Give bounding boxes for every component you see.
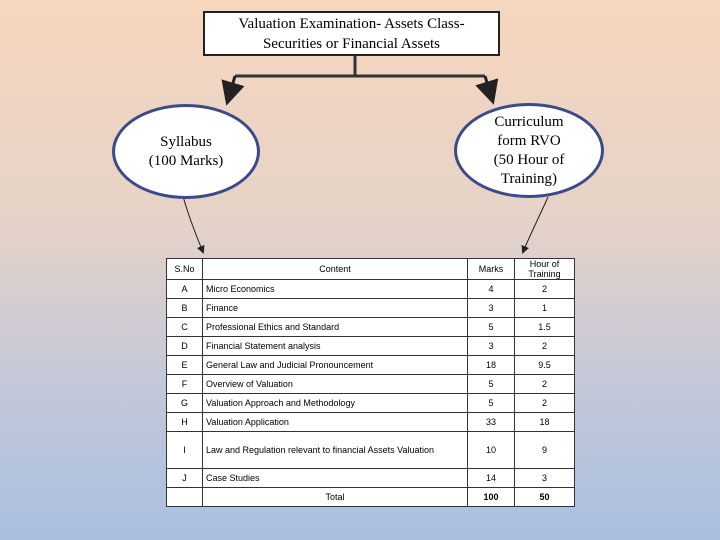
title-box	[203, 11, 500, 56]
row-content: Law and Regulation relevant to financial Assets Valuation	[203, 432, 468, 469]
curriculum-line-2: form RVO	[497, 132, 561, 149]
table-row	[167, 413, 575, 432]
row-content: Valuation Approach and Methodology	[203, 394, 468, 413]
total-marks: 100	[468, 488, 515, 507]
row-sno: E	[167, 356, 203, 375]
header-content: Content	[203, 259, 468, 280]
syllabus-to-table-arrow	[183, 196, 203, 252]
row-sno: A	[167, 280, 203, 299]
title-to-nodes-connector	[228, 56, 492, 100]
syllabus-marks: (100 Marks)	[148, 152, 224, 169]
row-content: Case Studies	[203, 469, 468, 488]
row-marks: 14	[468, 469, 515, 488]
row-hours: 9.5	[515, 356, 575, 375]
row-hours: 9	[515, 432, 575, 469]
curriculum-line-4: Training)	[500, 170, 558, 187]
row-hours: 2	[515, 280, 575, 299]
row-content: Financial Statement analysis	[203, 337, 468, 356]
row-sno: B	[167, 299, 203, 318]
header-hours: Hour of Training	[515, 259, 575, 280]
row-sno: I	[167, 432, 203, 469]
row-content: Finance	[203, 299, 468, 318]
table-row	[167, 375, 575, 394]
table-row	[167, 356, 575, 375]
table-row	[167, 469, 575, 488]
row-content: Professional Ethics and Standard	[203, 318, 468, 337]
row-sno: D	[167, 337, 203, 356]
table-row	[167, 337, 575, 356]
row-sno: G	[167, 394, 203, 413]
row-content: Micro Economics	[203, 280, 468, 299]
row-hours: 2	[515, 337, 575, 356]
row-sno: F	[167, 375, 203, 394]
table-row	[167, 299, 575, 318]
row-sno: J	[167, 469, 203, 488]
row-marks: 5	[468, 318, 515, 337]
header-marks: Marks	[468, 259, 515, 280]
syllabus-table	[166, 258, 575, 507]
row-hours: 3	[515, 469, 575, 488]
table-row	[167, 280, 575, 299]
header-sno: S.No	[167, 259, 203, 280]
table-row	[167, 318, 575, 337]
row-marks: 4	[468, 280, 515, 299]
row-marks: 33	[468, 413, 515, 432]
row-sno: H	[167, 413, 203, 432]
row-marks: 10	[468, 432, 515, 469]
row-marks: 3	[468, 337, 515, 356]
row-content: Overview of Valuation	[203, 375, 468, 394]
table-row	[167, 432, 575, 469]
table-total-row	[167, 488, 575, 507]
row-marks: 5	[468, 375, 515, 394]
row-hours: 18	[515, 413, 575, 432]
row-hours: 1	[515, 299, 575, 318]
row-hours: 2	[515, 394, 575, 413]
row-content: General Law and Judicial Pronouncement	[203, 356, 468, 375]
table-header-row	[167, 259, 575, 280]
row-marks: 18	[468, 356, 515, 375]
row-hours: 2	[515, 375, 575, 394]
row-marks: 3	[468, 299, 515, 318]
total-label: Total	[203, 488, 468, 507]
curriculum-line-1: Curriculum	[494, 113, 564, 130]
syllabus-label: Syllabus	[160, 133, 212, 150]
total-sno-cell	[167, 488, 203, 507]
curriculum-node	[454, 103, 604, 198]
total-hours: 50	[515, 488, 575, 507]
row-hours: 1.5	[515, 318, 575, 337]
table-row	[167, 394, 575, 413]
row-sno: C	[167, 318, 203, 337]
curriculum-to-table-arrow	[523, 197, 548, 252]
row-marks: 5	[468, 394, 515, 413]
row-content: Valuation Application	[203, 413, 468, 432]
title-line-2: Securities or Financial Assets	[262, 36, 441, 52]
title-line-1: Valuation Examination- Assets Class-	[238, 16, 465, 32]
curriculum-line-3: (50 Hour of	[493, 151, 565, 168]
syllabus-node	[112, 104, 260, 199]
